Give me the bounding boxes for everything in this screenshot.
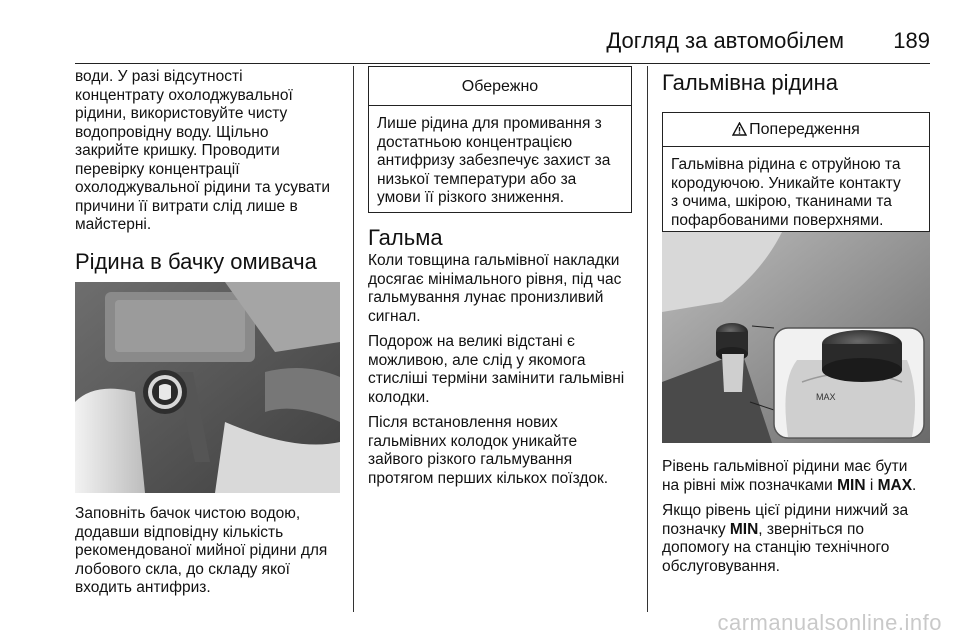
text-line: рекомендованої мийної рідини для — [75, 542, 328, 559]
washer-fluid-heading: Рідина в бачку омивача — [75, 248, 317, 274]
left-column — [75, 66, 343, 275]
text-line: антифризу забезпечує захист за — [377, 152, 611, 169]
coolant-text — [75, 68, 343, 235]
text-line: охолоджувальної рідини та усувати — [75, 179, 331, 196]
text-line: Подорож на великі відстані є — [368, 333, 575, 350]
max-mark-label: MAX — [816, 392, 836, 402]
warning-header — [663, 113, 929, 147]
warning-text — [663, 147, 929, 238]
min-mark: MIN — [729, 520, 759, 538]
text-line: гальмування лунає пронизливий — [368, 289, 604, 306]
text-line: Після встановлення нових — [368, 414, 558, 431]
caution-text — [369, 106, 631, 216]
text-line: перевірку концентрації — [75, 160, 240, 178]
text-line: досягає мінімального рівня, під час — [368, 270, 622, 288]
text-fragment: і — [865, 476, 878, 494]
text-line: кородуючою. Уникайте контакту — [671, 174, 901, 192]
section-title: Догляд за автомобілем — [606, 28, 844, 53]
text-line: гальмівних колодок уникайте — [368, 432, 578, 450]
text-line: достатньою концентрацією — [377, 133, 573, 151]
washer-instructions — [75, 505, 343, 598]
text-fragment: позначку — [662, 520, 730, 538]
text-fragment: . — [912, 476, 917, 494]
brake-fluid-level-text — [662, 458, 930, 576]
washer-reservoir-photo — [75, 282, 340, 493]
right-column — [662, 66, 930, 232]
text-line: Заповніть бачок чистою водою, — [75, 505, 301, 522]
brake-fluid-reservoir-photo — [662, 232, 930, 443]
text-line: допомогу на станцію технічного — [662, 539, 890, 556]
text-line: можливою, але слід у якомога — [368, 351, 586, 369]
text-line: зайвого різкого гальмування — [368, 451, 573, 468]
brake-fluid-heading: Гальмівна рідина — [662, 70, 839, 95]
text-line: Лише рідина для промивання з — [377, 115, 602, 132]
brakes-heading: Гальма — [368, 225, 443, 250]
text-line: обслуговування. — [662, 557, 780, 575]
text-line: низької температури або за — [377, 170, 577, 188]
text-line: майстерні. — [75, 216, 152, 233]
warning-title: Попередження — [749, 121, 860, 138]
brake-fluid-reservoir-illustration — [662, 232, 930, 443]
brakes-paragraph-3 — [368, 414, 632, 488]
text-line: колодки. — [368, 388, 430, 406]
brakes-paragraph-2 — [368, 333, 632, 407]
low-level-text — [662, 502, 930, 576]
page-number: 189 — [893, 28, 930, 53]
text-line: лобового скла, до складу якої — [75, 560, 290, 578]
caution-title: Обережно — [369, 67, 631, 106]
text-line: рідини, використовуйте чисту — [75, 105, 288, 122]
text-line: з очима, шкірою, тканинами та — [671, 193, 892, 210]
text-line — [662, 521, 930, 540]
text-line: протягом перших кількох поїздок. — [368, 469, 609, 487]
text-fragment: , зверніться по — [758, 520, 864, 538]
caution-box — [368, 66, 632, 213]
text-line: умови її різкого зниження. — [377, 189, 565, 206]
text-line: Рівень гальмівної рідини має бути — [662, 458, 908, 475]
text-line: концентрату охолоджувальної — [75, 86, 293, 104]
text-line: Якщо рівень цієї рідини нижчий за — [662, 502, 909, 519]
text-line: пофарбованими поверхнями. — [671, 211, 884, 229]
min-mark: MIN — [837, 476, 866, 494]
warning-triangle-icon — [732, 115, 747, 149]
washer-reservoir-illustration — [75, 282, 340, 493]
text-line: сигнал. — [368, 307, 421, 325]
column-divider-left — [353, 66, 354, 612]
text-line: входить антифриз. — [75, 579, 211, 596]
watermark: carmanualsonline.info — [717, 610, 942, 635]
text-line: Гальмівна рідина є отруйною та — [671, 156, 901, 173]
text-line: водопровідну воду. Щільно — [75, 123, 269, 141]
text-line: Коли товщина гальмівної накладки — [368, 252, 620, 269]
page-header — [75, 28, 930, 64]
max-mark: MAX — [877, 476, 913, 494]
text-line: закрийте кришку. Проводити — [75, 142, 280, 159]
text-fragment: на рівні між позначками — [662, 476, 838, 494]
column-divider-right — [647, 66, 648, 612]
middle-column — [368, 66, 632, 488]
text-line — [662, 477, 930, 496]
text-line: води. У разі відсутності — [75, 68, 243, 85]
text-line: додавши відповідну кількість — [75, 523, 284, 541]
warning-box — [662, 112, 930, 232]
text-line: причини її витрати слід лише в — [75, 197, 298, 215]
text-line: стисліші терміни замінити гальмівні — [368, 370, 625, 387]
brakes-paragraph-1 — [368, 252, 632, 326]
